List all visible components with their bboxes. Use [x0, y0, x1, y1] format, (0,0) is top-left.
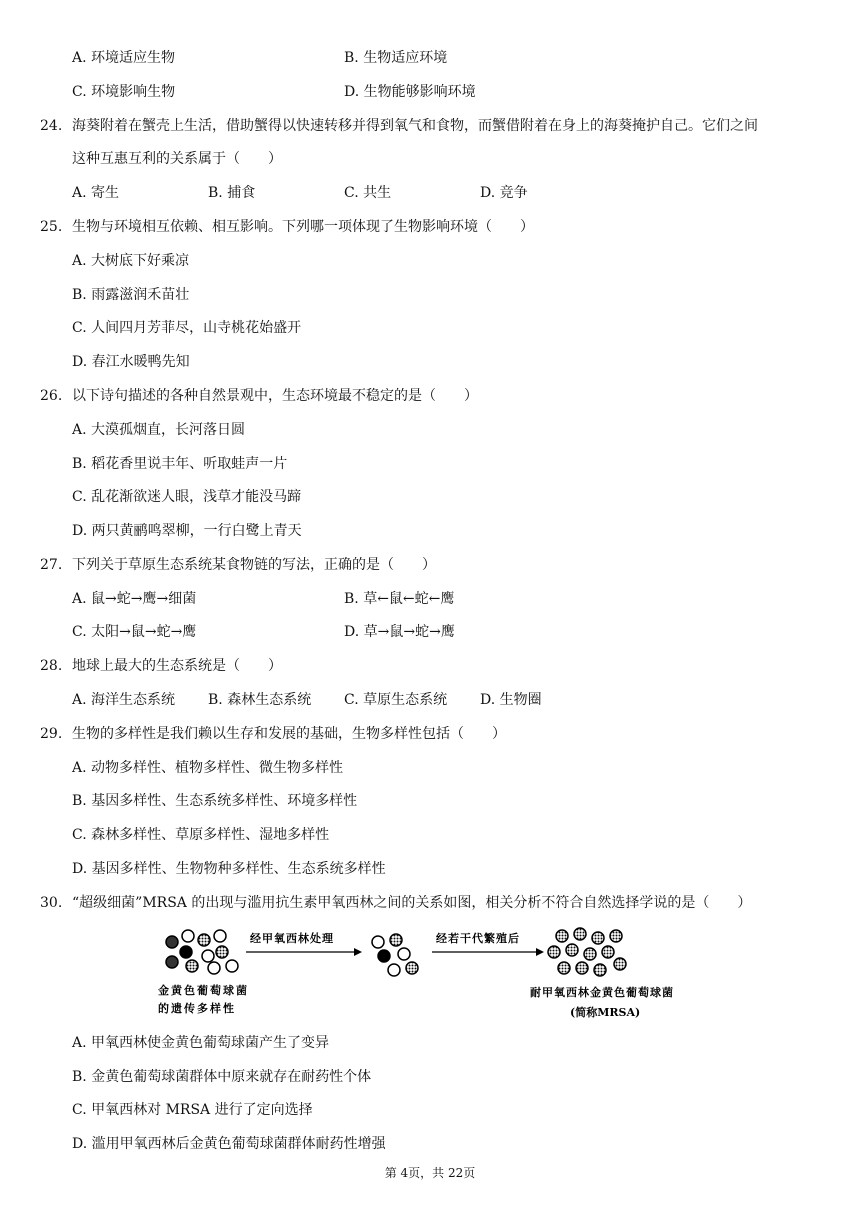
arrow-2-label: 经若干代繁殖后 [436, 932, 520, 945]
q26-stem: 以下诗句描述的各种自然景观中，生态环境最不稳定的是（ ） [72, 388, 478, 404]
q27-option-c: C. 太阳→鼠→蛇→鹰 [72, 624, 197, 640]
bacterium [566, 944, 578, 956]
bacterium [208, 962, 220, 974]
q24-stem-line1: 海葵附着在蟹壳上生活，借助蟹得以快速转移并得到氧气和食物，而蟹借附着在身上的海葵掩护自己。它们之间 [72, 118, 758, 134]
bacterium [180, 946, 192, 958]
q27-option-b: B. 草←鼠←蛇←鹰 [344, 591, 455, 607]
bacterium [406, 962, 418, 974]
q28-number: 28. [40, 658, 63, 674]
q25-option-b: B. 雨露滋润禾苗壮 [72, 287, 190, 303]
bacterium [398, 948, 410, 960]
page-footer: 第 4页，共 22页 [384, 1166, 476, 1180]
bacterium [378, 950, 390, 962]
q30-option-d: D. 滥用甲氧西林后金黄色葡萄球菌群体耐药性增强 [72, 1136, 386, 1152]
q27-stem: 下列关于草原生态系统某食物链的写法，正确的是（ ） [72, 557, 436, 573]
q27-number: 27. [40, 557, 63, 573]
right-label-line1: 耐甲氧西林金黄色葡萄球菌 [530, 986, 674, 999]
q25-number: 25. [40, 219, 63, 235]
q26-option-c: C. 乱花渐欲迷人眼，浅草才能没马蹄 [72, 489, 302, 505]
q28-option-d: D. 生物圈 [480, 692, 542, 708]
bacterium [602, 946, 614, 958]
bacterium [388, 964, 400, 976]
q29-option-c: C. 森林多样性、草原多样性、湿地多样性 [72, 827, 330, 843]
bacterium [202, 950, 214, 962]
bacterium [226, 960, 238, 972]
q24-number: 24. [40, 118, 63, 134]
q25-option-a: A. 大树底下好乘凉 [72, 253, 190, 269]
q24-option-b: B. 捕食 [208, 185, 256, 201]
q28-stem: 地球上最大的生态系统是（ ） [72, 658, 282, 674]
bacterium [558, 962, 570, 974]
bacterium [390, 934, 402, 946]
bacterium [216, 946, 228, 958]
q30-option-b: B. 金黄色葡萄球菌群体中原来就存在耐药性个体 [72, 1069, 372, 1085]
bacterium [214, 930, 226, 942]
q28-option-a: A. 海洋生态系统 [72, 692, 176, 708]
arrow-2 [432, 948, 544, 956]
q23-option-a: A. 环境适应生物 [72, 50, 176, 66]
arrow-1-label: 经甲氧西林处理 [250, 932, 334, 945]
bacterium [182, 930, 194, 942]
q27-option-d: D. 草→鼠→蛇→鹰 [344, 624, 455, 640]
q24-option-c: C. 共生 [344, 185, 392, 201]
q25-stem: 生物与环境相互依赖、相互影响。下列哪一项体现了生物影响环境（ ） [72, 219, 534, 235]
q30-stem: “超级细菌”MRSA 的出现与滥用抗生素甲氧西林之间的关系如图，相关分析不符合自然选择学说的是（ ） [72, 895, 752, 911]
bacterium [594, 964, 606, 976]
q30-figure [150, 922, 710, 1026]
q25-option-d: D. 春江水暖鸭先知 [72, 354, 190, 370]
q26-option-b: B. 稻花香里说丰年、听取蛙声一片 [72, 456, 288, 472]
q28-option-b: B. 森林生态系统 [208, 692, 312, 708]
bacterium [166, 956, 178, 968]
q23-option-d: D. 生物能够影响环境 [344, 84, 476, 100]
arrow-1 [246, 948, 362, 956]
bacterium [372, 936, 384, 948]
q29-option-a: A. 动物多样性、植物多样性、微生物多样性 [72, 760, 344, 776]
bacterium [614, 958, 626, 970]
mrsa-bacteria-cluster [548, 928, 626, 976]
q29-stem: 生物的多样性是我们赖以生存和发展的基础，生物多样性包括（ ） [72, 726, 506, 742]
bacterium [574, 928, 586, 940]
q26-option-d: D. 两只黄鹂鸣翠柳，一行白鹭上青天 [72, 523, 302, 539]
q24-stem-line2: 这种互惠互利的关系属于（ ） [72, 151, 282, 167]
diverse-bacteria-cluster [166, 930, 238, 974]
bacterium [556, 930, 568, 942]
q24-option-a: A. 寄生 [72, 185, 120, 201]
q29-number: 29. [40, 726, 63, 742]
left-label-line1: 金黄色葡萄球菌 [158, 984, 249, 997]
q23-option-b: B. 生物适应环境 [344, 50, 448, 66]
right-label-line2: (简称MRSA) [570, 1006, 641, 1019]
q30-number: 30. [40, 895, 63, 911]
survivor-bacteria-cluster [372, 934, 418, 976]
q25-option-c: C. 人间四月芳菲尽，山寺桃花始盛开 [72, 320, 302, 336]
q26-number: 26. [40, 388, 63, 404]
q27-option-a: A. 鼠→蛇→鹰→细菌 [72, 591, 197, 607]
q28-option-c: C. 草原生态系统 [344, 692, 448, 708]
bacterium [166, 936, 178, 948]
bacterium [584, 948, 596, 960]
left-label-line2: 的遗传多样性 [158, 1002, 236, 1015]
q29-option-d: D. 基因多样性、生物物种多样性、生态系统多样性 [72, 861, 386, 877]
q30-option-c: C. 甲氧西林对 MRSA 进行了定向选择 [72, 1102, 313, 1118]
bacterium [198, 934, 210, 946]
bacterium [576, 962, 588, 974]
bacterium [548, 946, 560, 958]
bacterium [610, 930, 622, 942]
q26-option-a: A. 大漠孤烟直，长河落日圆 [72, 422, 246, 438]
q24-option-d: D. 竞争 [480, 185, 528, 201]
q23-option-c: C. 环境影响生物 [72, 84, 176, 100]
bacterium [592, 932, 604, 944]
q29-option-b: B. 基因多样性、生态系统多样性、环境多样性 [72, 793, 358, 809]
q30-option-a: A. 甲氧西林使金黄色葡萄球菌产生了变异 [72, 1035, 330, 1051]
bacterium [186, 960, 198, 972]
